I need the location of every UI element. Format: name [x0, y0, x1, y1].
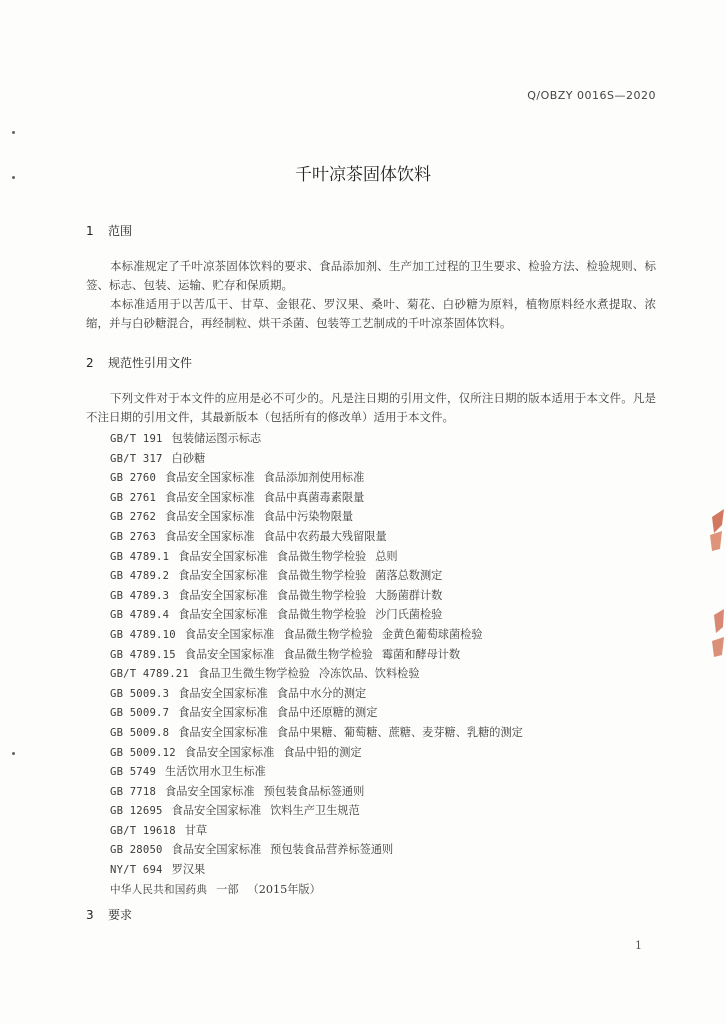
section-heading-normative-references [86, 354, 192, 371]
section-title: 规范性引用文件 [108, 356, 193, 370]
document-title: 千叶凉茶固体饮料 [295, 165, 431, 185]
reference-title-part: 食品安全国家标准 [184, 745, 275, 759]
reference-title-part: 食品中铅的测定 [283, 745, 362, 759]
reference-title-part: 预包装食品标签通则 [263, 784, 365, 798]
reference-list [110, 429, 523, 899]
reference-title-part: 食品中果糖、葡萄糖、蔗糖、麦芽糖、乳糖的测定 [276, 725, 523, 739]
reference-item [110, 723, 523, 743]
reference-title-part: 金黄色葡萄球菌检验 [381, 627, 483, 641]
reference-item [110, 880, 523, 900]
reference-title-part: 食品中真菌毒素限量 [263, 490, 365, 504]
scope-paragraph-1: 本标准规定了千叶凉茶固体饮料的要求、食品添加剂、生产加工过程的卫生要求、检验方法、检验规则、标签、标志、包装、运输、贮存和保质期。 [86, 259, 656, 292]
reference-code: GB 4789.4 [110, 609, 170, 622]
reference-title-part: 食品中还原糖的测定 [276, 706, 378, 720]
reference-code: GB 2761 [110, 491, 157, 504]
reference-item [110, 527, 523, 547]
reference-title-part: 预包装食品营养标签通则 [270, 843, 394, 857]
reference-item [110, 860, 523, 880]
reference-title-part: 食品安全国家标准 [178, 588, 268, 602]
reference-code: GB 2760 [110, 472, 157, 485]
section-number: 2 [86, 356, 94, 370]
reference-code: NY/T 694 [110, 864, 163, 877]
reference-code: GB 12695 [110, 805, 163, 818]
reference-item [110, 566, 523, 586]
reference-item [110, 762, 523, 782]
reference-item [110, 782, 523, 802]
reference-title-part: 大肠菌群计数 [375, 588, 443, 602]
reference-code: GB 2763 [110, 530, 157, 543]
reference-item [110, 801, 523, 821]
reference-title-part: 冷冻饮品、饮料检验 [318, 667, 420, 681]
reference-title-part: 菌落总数测定 [375, 569, 443, 583]
reference-item [110, 703, 523, 723]
section-title: 要求 [108, 908, 133, 922]
reference-title-part: 食品安全国家标准 [165, 471, 255, 485]
reference-item [110, 821, 523, 841]
reference-title-part: 食品安全国家标准 [178, 706, 268, 720]
reference-title-part: 白砂糖 [171, 451, 206, 465]
reference-title-part: 食品安全国家标准 [171, 843, 262, 857]
reference-title-part: 食品添加剂使用标准 [263, 471, 365, 485]
reference-title-part: 食品安全国家标准 [178, 549, 268, 563]
reference-title-part: 食品中水分的测定 [276, 686, 367, 700]
scan-speck [12, 176, 15, 179]
reference-title-part: 食品微生物学检验 [276, 588, 367, 602]
reference-title-part: 一部 [216, 882, 239, 896]
reference-title-part: 生活饮用水卫生标准 [165, 765, 266, 779]
scope-paragraph-2: 本标准适用于以苦瓜干、甘草、金银花、罗汉果、桑叶、菊花、白砂糖为原料，植物原料经水煮提取、浓缩，并与白砂糖混合，再经制粒、烘干杀菌、包装等工艺制成的千叶凉茶固体饮料。 [86, 297, 656, 330]
reference-code: GB 4789.1 [110, 550, 170, 563]
edge-stamp-fragment [706, 505, 726, 685]
reference-item [110, 625, 523, 645]
reference-item [110, 645, 523, 665]
reference-code: GB/T 317 [110, 452, 163, 465]
reference-title-part: 甘草 [184, 823, 208, 837]
reference-title-part: 食品安全国家标准 [184, 647, 275, 661]
reference-item [110, 743, 523, 763]
reference-code: GB 5009.3 [110, 687, 170, 700]
reference-item [110, 605, 523, 625]
scan-speck [12, 752, 15, 755]
reference-title-part: 食品安全国家标准 [178, 608, 268, 622]
reference-title-part: 食品微生物学检验 [283, 647, 373, 661]
reference-code: GB 28050 [110, 844, 163, 857]
reference-title-part: 食品安全国家标准 [165, 784, 255, 798]
standard-code: Q/OBZY 0016S—2020 [527, 89, 656, 102]
reference-title-part: 食品安全国家标准 [171, 804, 262, 818]
section-heading-requirements [86, 906, 132, 923]
reference-title-part: 食品中农药最大残留限量 [263, 529, 387, 543]
reference-title-part: 食品安全国家标准 [178, 569, 268, 583]
reference-title-part: 食品安全国家标准 [184, 627, 275, 641]
reference-code: GB 4789.15 [110, 648, 176, 661]
reference-title-part: 食品安全国家标准 [165, 529, 255, 543]
reference-title-part: 霉菌和酵母计数 [381, 647, 461, 661]
reference-title-part: 食品安全国家标准 [178, 686, 268, 700]
reference-code: 中华人民共和国药典 [110, 883, 208, 896]
reference-title-part: 食品安全国家标准 [165, 490, 255, 504]
reference-code: GB 4789.2 [110, 570, 170, 583]
reference-item [110, 547, 523, 567]
reference-title-part: 食品微生物学检验 [283, 627, 373, 641]
reference-code: GB/T 4789.21 [110, 668, 189, 681]
reference-item [110, 840, 523, 860]
scan-speck [12, 131, 15, 134]
reference-code: GB 5749 [110, 766, 157, 779]
reference-title-part: 食品微生物学检验 [276, 608, 367, 622]
reference-title-part: 食品卫生微生物学检验 [197, 667, 310, 681]
page-number: 1 [635, 939, 642, 952]
reference-code: GB/T 191 [110, 433, 163, 445]
reference-item [110, 449, 523, 469]
reference-item [110, 664, 523, 684]
reference-item [110, 468, 523, 488]
reference-title-part: 食品微生物学检验 [276, 569, 367, 583]
reference-title-part: 沙门氏菌检验 [375, 608, 443, 622]
reference-title-part: 饮料生产卫生规范 [270, 804, 360, 818]
reference-code: GB/T 19618 [110, 824, 176, 837]
reference-code: GB 4789.3 [110, 589, 170, 602]
reference-title-part: 食品微生物学检验 [276, 549, 367, 563]
references-intro-paragraph: 下列文件对于本文件的应用是必不可少的。凡是注日期的引用文件，仅所注日期的版本适用于本文件。凡是不注日期的引用文件，其最新版本（包括所有的修改单）适用于本文件。 [86, 391, 656, 424]
reference-title-part: 包装储运图示标志 [171, 432, 262, 445]
reference-code: GB 5009.12 [110, 746, 176, 759]
reference-code: GB 2762 [110, 511, 157, 524]
reference-code: GB 7718 [110, 785, 157, 798]
reference-code: GB 5009.7 [110, 707, 170, 720]
reference-item [110, 507, 523, 527]
reference-title-part: 食品安全国家标准 [178, 725, 268, 739]
reference-item [110, 488, 523, 508]
reference-title-part: 食品中污染物限量 [263, 510, 354, 524]
reference-item [110, 586, 523, 606]
reference-item [110, 429, 523, 449]
section-heading-scope [86, 222, 132, 239]
reference-title-part: 罗汉果 [171, 863, 206, 877]
section-number: 1 [86, 224, 94, 238]
reference-item [110, 684, 523, 704]
reference-code: GB 4789.10 [110, 628, 176, 641]
reference-title-part: （2015年版） [247, 882, 321, 896]
reference-code: GB 5009.8 [110, 726, 170, 739]
reference-title-part: 食品安全国家标准 [165, 510, 255, 524]
section-number: 3 [86, 908, 94, 922]
section-title: 范围 [108, 224, 133, 238]
reference-title-part: 总则 [375, 549, 398, 563]
